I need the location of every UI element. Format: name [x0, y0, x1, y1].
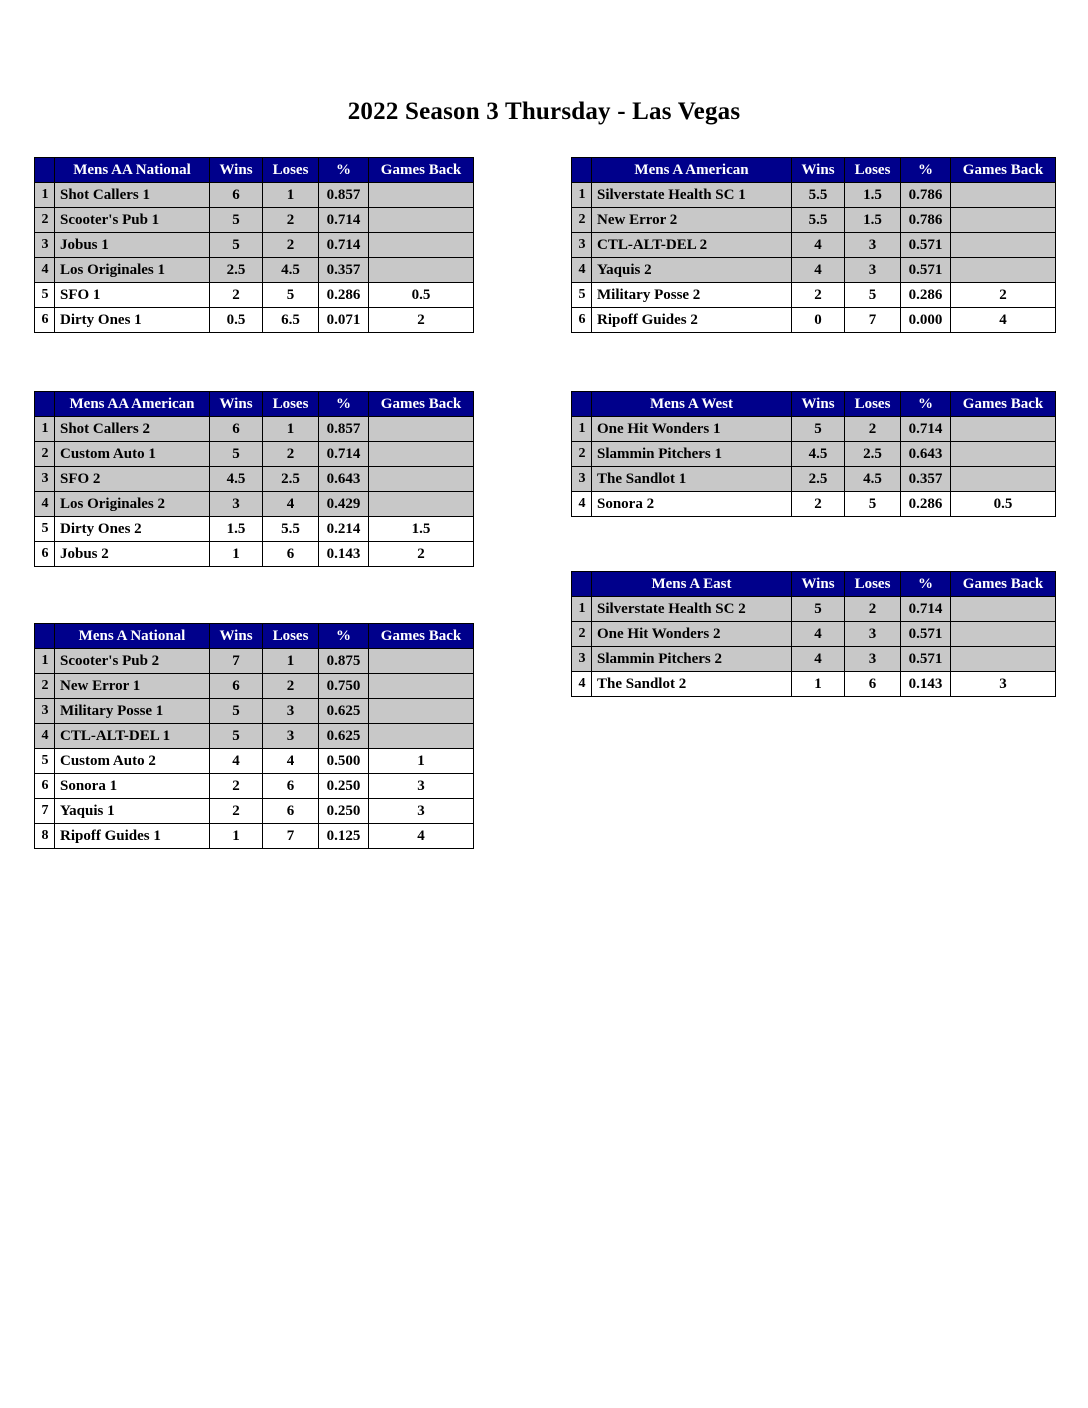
- wins-cell: 4: [792, 233, 845, 258]
- wins-header: Wins: [792, 572, 845, 597]
- loses-cell: 1: [263, 183, 319, 208]
- table-row: [35, 183, 474, 208]
- loses-cell: 4.5: [263, 258, 319, 283]
- loses-cell: 6: [263, 799, 319, 824]
- pct-cell: 0.286: [319, 283, 369, 308]
- division-header: Mens A West: [592, 392, 792, 417]
- rank-cell: 2: [35, 208, 55, 233]
- table-row: [572, 183, 1056, 208]
- loses-header: Loses: [263, 158, 319, 183]
- team-name-cell: Ripoff Guides 2: [592, 308, 792, 333]
- team-name-cell: Custom Auto 1: [55, 442, 210, 467]
- pct-cell: 0.250: [319, 774, 369, 799]
- games-back-cell: 0.5: [951, 492, 1056, 517]
- wins-header: Wins: [792, 158, 845, 183]
- rank-cell: 4: [572, 492, 592, 517]
- loses-header: Loses: [845, 392, 901, 417]
- table-row: [35, 208, 474, 233]
- table-row: [35, 749, 474, 774]
- pct-cell: 0.571: [901, 258, 951, 283]
- table-row: [35, 283, 474, 308]
- pct-cell: 0.125: [319, 824, 369, 849]
- loses-cell: 1.5: [845, 208, 901, 233]
- team-name-cell: SFO 1: [55, 283, 210, 308]
- games-back-cell: 3: [369, 774, 474, 799]
- team-name-cell: Jobus 1: [55, 233, 210, 258]
- games-back-cell: [951, 258, 1056, 283]
- table-row: [35, 799, 474, 824]
- games-back-cell: [369, 233, 474, 258]
- rank-cell: 2: [572, 442, 592, 467]
- wins-header: Wins: [210, 158, 263, 183]
- rank-cell: 3: [572, 467, 592, 492]
- rank-header: [572, 572, 592, 597]
- pct-header: %: [319, 392, 369, 417]
- pct-cell: 0.857: [319, 183, 369, 208]
- pct-cell: 0.250: [319, 799, 369, 824]
- pct-cell: 0.571: [901, 622, 951, 647]
- wins-cell: 2.5: [792, 467, 845, 492]
- games-back-cell: [951, 467, 1056, 492]
- pct-cell: 0.786: [901, 208, 951, 233]
- loses-cell: 2.5: [845, 442, 901, 467]
- loses-cell: 3: [845, 233, 901, 258]
- table-row: [35, 308, 474, 333]
- games-back-cell: [369, 674, 474, 699]
- table-row: [35, 774, 474, 799]
- team-name-cell: Yaquis 1: [55, 799, 210, 824]
- table-row: [35, 258, 474, 283]
- loses-cell: 3: [845, 647, 901, 672]
- wins-cell: 5.5: [792, 208, 845, 233]
- team-name-cell: Jobus 2: [55, 542, 210, 567]
- table-header-row: [572, 572, 1056, 597]
- wins-cell: 4: [792, 622, 845, 647]
- wins-cell: 1: [210, 824, 263, 849]
- loses-cell: 2: [263, 674, 319, 699]
- loses-cell: 2: [263, 233, 319, 258]
- team-name-cell: Shot Callers 1: [55, 183, 210, 208]
- games-back-header: Games Back: [951, 158, 1056, 183]
- wins-cell: 0: [792, 308, 845, 333]
- pct-header: %: [901, 572, 951, 597]
- wins-cell: 4: [210, 749, 263, 774]
- games-back-cell: 3: [951, 672, 1056, 697]
- pct-header: %: [901, 158, 951, 183]
- table-row: [35, 417, 474, 442]
- pct-cell: 0.625: [319, 724, 369, 749]
- rank-cell: 6: [572, 308, 592, 333]
- games-back-cell: [951, 233, 1056, 258]
- loses-cell: 2.5: [263, 467, 319, 492]
- games-back-cell: [369, 208, 474, 233]
- games-back-cell: [951, 417, 1056, 442]
- team-name-cell: Scooter's Pub 2: [55, 649, 210, 674]
- loses-cell: 3: [845, 258, 901, 283]
- rank-cell: 3: [35, 699, 55, 724]
- table-header-row: [35, 158, 474, 183]
- rank-cell: 3: [572, 233, 592, 258]
- team-name-cell: Dirty Ones 2: [55, 517, 210, 542]
- pct-cell: 0.714: [901, 597, 951, 622]
- wins-cell: 1: [210, 542, 263, 567]
- rank-cell: 1: [35, 649, 55, 674]
- pct-cell: 0.643: [319, 467, 369, 492]
- games-back-header: Games Back: [369, 392, 474, 417]
- pct-header: %: [319, 158, 369, 183]
- team-name-cell: Scooter's Pub 1: [55, 208, 210, 233]
- pct-header: %: [319, 624, 369, 649]
- games-back-cell: [951, 208, 1056, 233]
- games-back-cell: [369, 183, 474, 208]
- wins-cell: 4: [792, 647, 845, 672]
- table-row: [572, 492, 1056, 517]
- pct-cell: 0.643: [901, 442, 951, 467]
- team-name-cell: Slammin Pitchers 1: [592, 442, 792, 467]
- wins-cell: 5: [792, 597, 845, 622]
- wins-cell: 1.5: [210, 517, 263, 542]
- games-back-cell: [369, 699, 474, 724]
- team-name-cell: CTL-ALT-DEL 1: [55, 724, 210, 749]
- rank-cell: 4: [572, 672, 592, 697]
- team-name-cell: Dirty Ones 1: [55, 308, 210, 333]
- rank-cell: 1: [572, 417, 592, 442]
- table-row: [572, 233, 1056, 258]
- loses-cell: 3: [263, 724, 319, 749]
- table-row: [572, 308, 1056, 333]
- team-name-cell: New Error 2: [592, 208, 792, 233]
- rank-cell: 3: [35, 467, 55, 492]
- wins-cell: 2: [210, 799, 263, 824]
- rank-cell: 4: [35, 492, 55, 517]
- division-header: Mens AA American: [55, 392, 210, 417]
- rank-cell: 1: [572, 183, 592, 208]
- loses-header: Loses: [845, 572, 901, 597]
- table-header-row: [35, 624, 474, 649]
- wins-cell: 4.5: [210, 467, 263, 492]
- pct-cell: 0.429: [319, 492, 369, 517]
- table-header-row: [572, 158, 1056, 183]
- wins-header: Wins: [792, 392, 845, 417]
- division-header: Mens A East: [592, 572, 792, 597]
- wins-cell: 5: [792, 417, 845, 442]
- wins-cell: 5: [210, 442, 263, 467]
- rank-cell: 2: [35, 674, 55, 699]
- rank-cell: 6: [35, 542, 55, 567]
- games-back-cell: 2: [951, 283, 1056, 308]
- team-name-cell: One Hit Wonders 2: [592, 622, 792, 647]
- loses-cell: 5: [263, 283, 319, 308]
- wins-cell: 6: [210, 417, 263, 442]
- team-name-cell: Slammin Pitchers 2: [592, 647, 792, 672]
- pct-cell: 0.357: [901, 467, 951, 492]
- wins-cell: 0.5: [210, 308, 263, 333]
- games-back-cell: [951, 183, 1056, 208]
- rank-cell: 6: [35, 308, 55, 333]
- loses-cell: 1: [263, 417, 319, 442]
- team-name-cell: Custom Auto 2: [55, 749, 210, 774]
- table-row: [35, 442, 474, 467]
- table-row: [572, 597, 1056, 622]
- standings-table-mens-aa-american: [34, 391, 474, 567]
- team-name-cell: One Hit Wonders 1: [592, 417, 792, 442]
- team-name-cell: CTL-ALT-DEL 2: [592, 233, 792, 258]
- rank-cell: 2: [572, 208, 592, 233]
- loses-cell: 2: [263, 442, 319, 467]
- division-header: Mens A National: [55, 624, 210, 649]
- loses-cell: 3: [263, 699, 319, 724]
- team-name-cell: The Sandlot 1: [592, 467, 792, 492]
- table-header-row: [35, 392, 474, 417]
- games-back-header: Games Back: [369, 624, 474, 649]
- rank-cell: 5: [35, 283, 55, 308]
- table-row: [572, 208, 1056, 233]
- table-row: [35, 517, 474, 542]
- standings-table-mens-a-west: [571, 391, 1056, 517]
- loses-cell: 5.5: [263, 517, 319, 542]
- wins-cell: 4: [792, 258, 845, 283]
- team-name-cell: The Sandlot 2: [592, 672, 792, 697]
- wins-cell: 2: [792, 492, 845, 517]
- wins-cell: 2: [792, 283, 845, 308]
- games-back-cell: 3: [369, 799, 474, 824]
- table-row: [572, 622, 1056, 647]
- wins-header: Wins: [210, 624, 263, 649]
- rank-cell: 4: [35, 258, 55, 283]
- pct-cell: 0.143: [901, 672, 951, 697]
- table-row: [572, 417, 1056, 442]
- games-back-cell: 4: [369, 824, 474, 849]
- team-name-cell: New Error 1: [55, 674, 210, 699]
- wins-cell: 3: [210, 492, 263, 517]
- loses-header: Loses: [845, 158, 901, 183]
- games-back-cell: 2: [369, 308, 474, 333]
- division-header: Mens AA National: [55, 158, 210, 183]
- rank-cell: 4: [35, 724, 55, 749]
- table-row: [35, 492, 474, 517]
- loses-cell: 7: [845, 308, 901, 333]
- wins-cell: 5: [210, 233, 263, 258]
- loses-cell: 5: [845, 492, 901, 517]
- pct-cell: 0.000: [901, 308, 951, 333]
- pct-cell: 0.143: [319, 542, 369, 567]
- table-row: [35, 724, 474, 749]
- games-back-cell: 1.5: [369, 517, 474, 542]
- rank-header: [572, 392, 592, 417]
- table-row: [572, 258, 1056, 283]
- table-row: [35, 467, 474, 492]
- pct-cell: 0.625: [319, 699, 369, 724]
- pct-cell: 0.857: [319, 417, 369, 442]
- table-row: [572, 442, 1056, 467]
- team-name-cell: Yaquis 2: [592, 258, 792, 283]
- loses-cell: 1.5: [845, 183, 901, 208]
- games-back-cell: [951, 622, 1056, 647]
- games-back-cell: [369, 649, 474, 674]
- pct-cell: 0.286: [901, 283, 951, 308]
- team-name-cell: SFO 2: [55, 467, 210, 492]
- pct-cell: 0.500: [319, 749, 369, 774]
- games-back-cell: [951, 597, 1056, 622]
- games-back-cell: [369, 467, 474, 492]
- table-header-row: [572, 392, 1056, 417]
- wins-cell: 6: [210, 183, 263, 208]
- rank-cell: 2: [35, 442, 55, 467]
- loses-cell: 4: [263, 492, 319, 517]
- wins-cell: 4.5: [792, 442, 845, 467]
- wins-cell: 5: [210, 724, 263, 749]
- loses-cell: 2: [263, 208, 319, 233]
- pct-cell: 0.714: [319, 208, 369, 233]
- team-name-cell: Silverstate Health SC 1: [592, 183, 792, 208]
- table-row: [35, 674, 474, 699]
- loses-cell: 2: [845, 597, 901, 622]
- loses-cell: 2: [845, 417, 901, 442]
- table-row: [572, 647, 1056, 672]
- pct-cell: 0.750: [319, 674, 369, 699]
- rank-cell: 4: [572, 258, 592, 283]
- wins-cell: 2: [210, 283, 263, 308]
- team-name-cell: Military Posse 1: [55, 699, 210, 724]
- games-back-cell: [951, 442, 1056, 467]
- table-row: [572, 467, 1056, 492]
- wins-cell: 5: [210, 699, 263, 724]
- pct-cell: 0.286: [901, 492, 951, 517]
- games-back-cell: [951, 647, 1056, 672]
- rank-header: [35, 392, 55, 417]
- team-name-cell: Shot Callers 2: [55, 417, 210, 442]
- loses-cell: 5: [845, 283, 901, 308]
- loses-cell: 6.5: [263, 308, 319, 333]
- loses-cell: 7: [263, 824, 319, 849]
- loses-cell: 3: [845, 622, 901, 647]
- table-row: [35, 649, 474, 674]
- pct-cell: 0.571: [901, 233, 951, 258]
- standings-table-mens-a-east: [571, 571, 1056, 697]
- rank-cell: 5: [35, 517, 55, 542]
- games-back-cell: [369, 258, 474, 283]
- rank-cell: 1: [35, 183, 55, 208]
- games-back-cell: [369, 417, 474, 442]
- loses-cell: 6: [845, 672, 901, 697]
- pct-cell: 0.875: [319, 649, 369, 674]
- rank-header: [572, 158, 592, 183]
- wins-cell: 1: [792, 672, 845, 697]
- team-name-cell: Sonora 2: [592, 492, 792, 517]
- games-back-header: Games Back: [951, 392, 1056, 417]
- games-back-header: Games Back: [369, 158, 474, 183]
- standings-table-mens-a-american: [571, 157, 1056, 333]
- wins-cell: 5.5: [792, 183, 845, 208]
- rank-cell: 1: [35, 417, 55, 442]
- pct-cell: 0.357: [319, 258, 369, 283]
- rank-cell: 8: [35, 824, 55, 849]
- loses-cell: 6: [263, 774, 319, 799]
- rank-cell: 3: [572, 647, 592, 672]
- wins-cell: 7: [210, 649, 263, 674]
- wins-cell: 5: [210, 208, 263, 233]
- table-row: [572, 283, 1056, 308]
- rank-cell: 6: [35, 774, 55, 799]
- pct-cell: 0.214: [319, 517, 369, 542]
- loses-cell: 6: [263, 542, 319, 567]
- team-name-cell: Sonora 1: [55, 774, 210, 799]
- games-back-cell: 2: [369, 542, 474, 567]
- loses-cell: 4.5: [845, 467, 901, 492]
- rank-cell: 3: [35, 233, 55, 258]
- page-title: 2022 Season 3 Thursday - Las Vegas: [347, 98, 741, 125]
- rank-header: [35, 624, 55, 649]
- table-row: [35, 542, 474, 567]
- games-back-cell: 0.5: [369, 283, 474, 308]
- team-name-cell: Los Originales 1: [55, 258, 210, 283]
- wins-cell: 6: [210, 674, 263, 699]
- table-row: [35, 824, 474, 849]
- rank-cell: 5: [35, 749, 55, 774]
- loses-header: Loses: [263, 392, 319, 417]
- loses-header: Loses: [263, 624, 319, 649]
- games-back-cell: 1: [369, 749, 474, 774]
- games-back-header: Games Back: [951, 572, 1056, 597]
- team-name-cell: Military Posse 2: [592, 283, 792, 308]
- games-back-cell: [369, 442, 474, 467]
- table-row: [35, 233, 474, 258]
- pct-cell: 0.714: [319, 442, 369, 467]
- rank-cell: 5: [572, 283, 592, 308]
- pct-cell: 0.571: [901, 647, 951, 672]
- rank-cell: 7: [35, 799, 55, 824]
- standings-table-mens-aa-national: [34, 157, 474, 333]
- team-name-cell: Los Originales 2: [55, 492, 210, 517]
- games-back-cell: [369, 724, 474, 749]
- table-row: [35, 699, 474, 724]
- wins-cell: 2: [210, 774, 263, 799]
- pct-header: %: [901, 392, 951, 417]
- rank-header: [35, 158, 55, 183]
- wins-cell: 2.5: [210, 258, 263, 283]
- team-name-cell: Ripoff Guides 1: [55, 824, 210, 849]
- pct-cell: 0.714: [319, 233, 369, 258]
- wins-header: Wins: [210, 392, 263, 417]
- pct-cell: 0.071: [319, 308, 369, 333]
- rank-cell: 2: [572, 622, 592, 647]
- games-back-cell: 4: [951, 308, 1056, 333]
- pct-cell: 0.786: [901, 183, 951, 208]
- team-name-cell: Silverstate Health SC 2: [592, 597, 792, 622]
- pct-cell: 0.714: [901, 417, 951, 442]
- loses-cell: 4: [263, 749, 319, 774]
- table-row: [572, 672, 1056, 697]
- division-header: Mens A American: [592, 158, 792, 183]
- games-back-cell: [369, 492, 474, 517]
- standings-table-mens-a-national: [34, 623, 474, 849]
- rank-cell: 1: [572, 597, 592, 622]
- loses-cell: 1: [263, 649, 319, 674]
